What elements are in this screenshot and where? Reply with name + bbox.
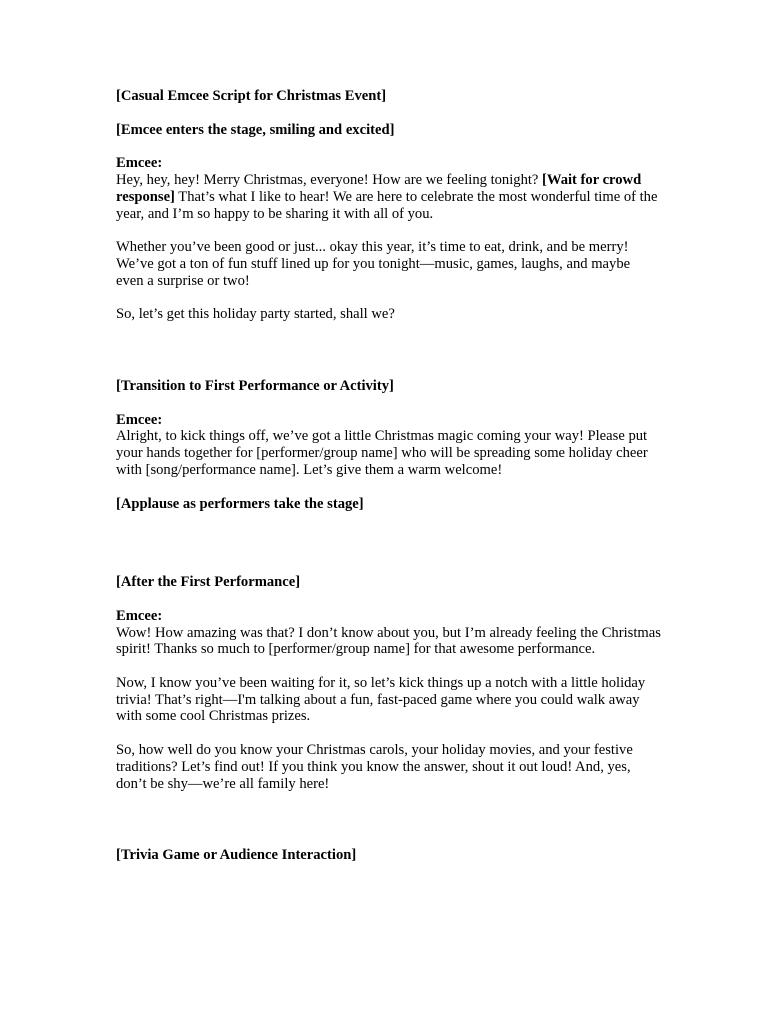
speaker-label: Emcee:: [116, 155, 163, 172]
trivia-intro-paragraph: Now, I know you’ve been waiting for it, so let’s kick things up a notch with a little holiday trivia! That’s right—I'm talking about a fun, fast-paced game where you could walk away with some cool Christmas prizes.: [116, 675, 646, 725]
opening-paragraph: [116, 172, 661, 222]
section-heading-transition: [Transition to First Performance or Activity]: [116, 378, 394, 395]
merry-paragraph: Whether you’ve been good or just... okay this year, it’s time to eat, drink, and be merry! We’ve got a ton of fun stuff lined up for you tonight—music, games, laughs, and maybe even a surprise or two!: [116, 239, 631, 289]
script-title-cue: [Casual Emcee Script for Christmas Event]: [116, 88, 387, 104]
opening-text-a: Hey, hey, hey! Merry Christmas, everyone! How are we feeling tonight?: [116, 172, 543, 189]
kickoff-paragraph: Alright, to kick things off, we’ve got a little Christmas magic coming your way! Please put your hands together for [performer/group name] who will be spreading some holiday cheer with [song/performance name]. Let’s give them a warm welcome!: [116, 428, 648, 478]
section-heading-trivia: [Trivia Game or Audience Interaction]: [116, 847, 357, 864]
speaker-label: Emcee:: [116, 411, 163, 428]
section-heading-after-performance: [After the First Performance]: [116, 574, 301, 591]
speaker-label: Emcee:: [116, 607, 163, 624]
amazing-paragraph: Wow! How amazing was that? I don’t know about you, but I’m already feeling the Christmas spirit! Thanks so much to [performer/group name] for that awesome performance.: [116, 624, 661, 658]
stage-direction-wait: [Wait for crowd response]: [116, 172, 642, 205]
stage-direction-enters: [Emcee enters the stage, smiling and excited]: [116, 121, 395, 138]
stage-direction-applause: [Applause as performers take the stage]: [116, 495, 364, 512]
script-body: [116, 88, 661, 864]
trivia-question-paragraph: So, how well do you know your Christmas carols, your holiday movies, and your festive traditions? Let’s find out! If you think you know the answer, shout it out loud! And, yes, don’t be shy—we’re all family here!: [116, 742, 633, 792]
party-start-paragraph: So, let’s get this holiday party started, shall we?: [116, 306, 395, 323]
opening-text-c: That’s what I like to hear! We are here to celebrate the most wonderful time of the year, and I’m so happy to be sharing it with all of you.: [116, 188, 658, 222]
